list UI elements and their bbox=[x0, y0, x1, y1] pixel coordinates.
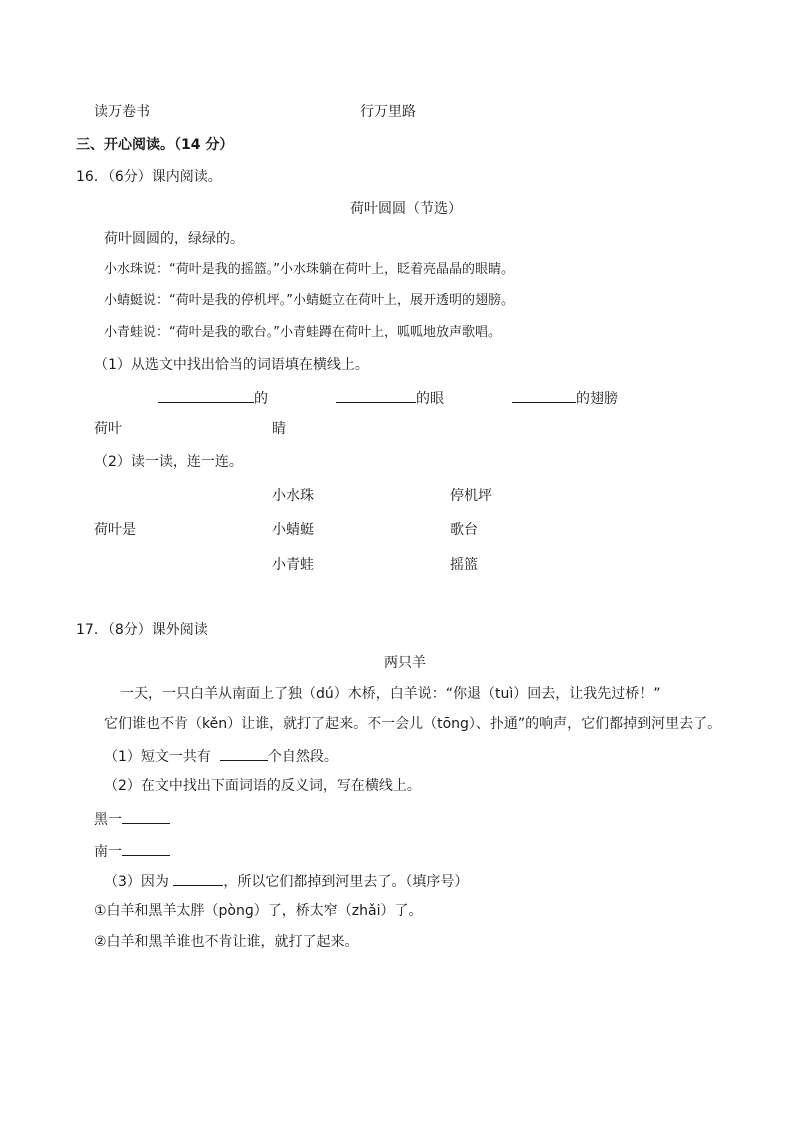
phrase-travel-miles: 行万里路 bbox=[360, 104, 416, 120]
answer-blank[interactable] bbox=[512, 388, 576, 403]
q17-part3-prefix: （3）因为 bbox=[104, 874, 169, 890]
answer-blank[interactable] bbox=[122, 841, 170, 856]
fill-suffix: 的翅膀 bbox=[576, 391, 618, 407]
q16-eye-char: 睛 bbox=[272, 421, 286, 437]
q17-part3 bbox=[104, 871, 468, 891]
q16-header: 16．（6分）课内阅读。 bbox=[76, 169, 222, 185]
phrase-read-books: 读万卷书 bbox=[94, 104, 150, 120]
q16-passage-line: 荷叶圆圆的，绿绿的。 bbox=[104, 231, 244, 247]
match-middle-item[interactable]: 小青蛙 bbox=[272, 557, 314, 573]
q16-passage-line: 小青蛙说：“荷叶是我的歌台。”小青蛙蹲在荷叶上，呱呱地放声歌唱。 bbox=[104, 325, 501, 340]
q17-antonym-row bbox=[94, 841, 170, 861]
q16-title: 荷叶圆圆（节选） bbox=[350, 201, 462, 217]
q17-passage-line: 一天，一只白羊从南面上了独（dú）木桥，白羊说：“你退（tuì）回去，让我先过桥！” bbox=[120, 686, 661, 702]
q17-antonym-row bbox=[94, 809, 170, 829]
q17-option: ①白羊和黑羊太胖（pònɡ）了，桥太窄（zhǎi）了。 bbox=[94, 903, 423, 919]
q17-part1 bbox=[104, 746, 338, 766]
match-left-item[interactable]: 荷叶是 bbox=[94, 522, 136, 538]
q16-fill-row bbox=[336, 388, 444, 408]
q17-part2-prompt: （2）在文中找出下面词语的反义词，写在横线上。 bbox=[104, 778, 421, 794]
fill-suffix: 的 bbox=[254, 391, 268, 407]
match-right-item[interactable]: 歌台 bbox=[450, 522, 478, 538]
section-heading: 三、开心阅读。（14 分） bbox=[76, 137, 234, 153]
match-middle-item[interactable]: 小水珠 bbox=[272, 488, 314, 504]
q16-lotus-leaf-word: 荷叶 bbox=[94, 421, 122, 437]
antonym-label: 黑一 bbox=[94, 812, 122, 828]
q17-title: 两只羊 bbox=[384, 655, 426, 671]
answer-blank[interactable] bbox=[158, 388, 254, 403]
match-middle-item[interactable]: 小蜻蜓 bbox=[272, 522, 314, 538]
q17-part1-suffix: 个自然段。 bbox=[267, 749, 338, 765]
q17-part3-suffix: ，所以它们都掉到河里去了。（填序号） bbox=[223, 874, 469, 890]
answer-blank[interactable] bbox=[173, 871, 223, 886]
match-right-item[interactable]: 摇篮 bbox=[450, 557, 478, 573]
q16-passage-line: 小水珠说：“荷叶是我的摇篮。”小水珠躺在荷叶上，眨着亮晶晶的眼睛。 bbox=[104, 262, 514, 277]
answer-blank[interactable] bbox=[336, 388, 416, 403]
q16-passage-line: 小蜻蜓说：“荷叶是我的停机坪。”小蜻蜓立在荷叶上，展开透明的翅膀。 bbox=[104, 293, 514, 308]
answer-blank[interactable] bbox=[122, 809, 170, 824]
answer-blank[interactable] bbox=[220, 746, 268, 761]
q16-fill-row bbox=[158, 388, 268, 408]
q17-part1-prefix: （1）短文一共有 bbox=[104, 749, 211, 765]
fill-suffix: 的眼 bbox=[416, 391, 444, 407]
q16-part1-prompt: （1）从选文中找出恰当的词语填在横线上。 bbox=[94, 357, 369, 373]
q17-header: 17．（8分）课外阅读 bbox=[76, 622, 208, 638]
q16-part2-prompt: （2）读一读，连一连。 bbox=[94, 454, 243, 470]
match-right-item[interactable]: 停机坪 bbox=[450, 488, 492, 504]
antonym-label: 南一 bbox=[94, 844, 122, 860]
q16-fill-row bbox=[512, 388, 618, 408]
q17-passage-line: 它们谁也不肯（kěn）让谁，就打了起来。不一会儿（tōng）、扑通”的响声，它们都掉到河里去了。 bbox=[104, 716, 722, 732]
q17-option: ②白羊和黑羊谁也不肯让谁，就打了起来。 bbox=[94, 934, 359, 950]
